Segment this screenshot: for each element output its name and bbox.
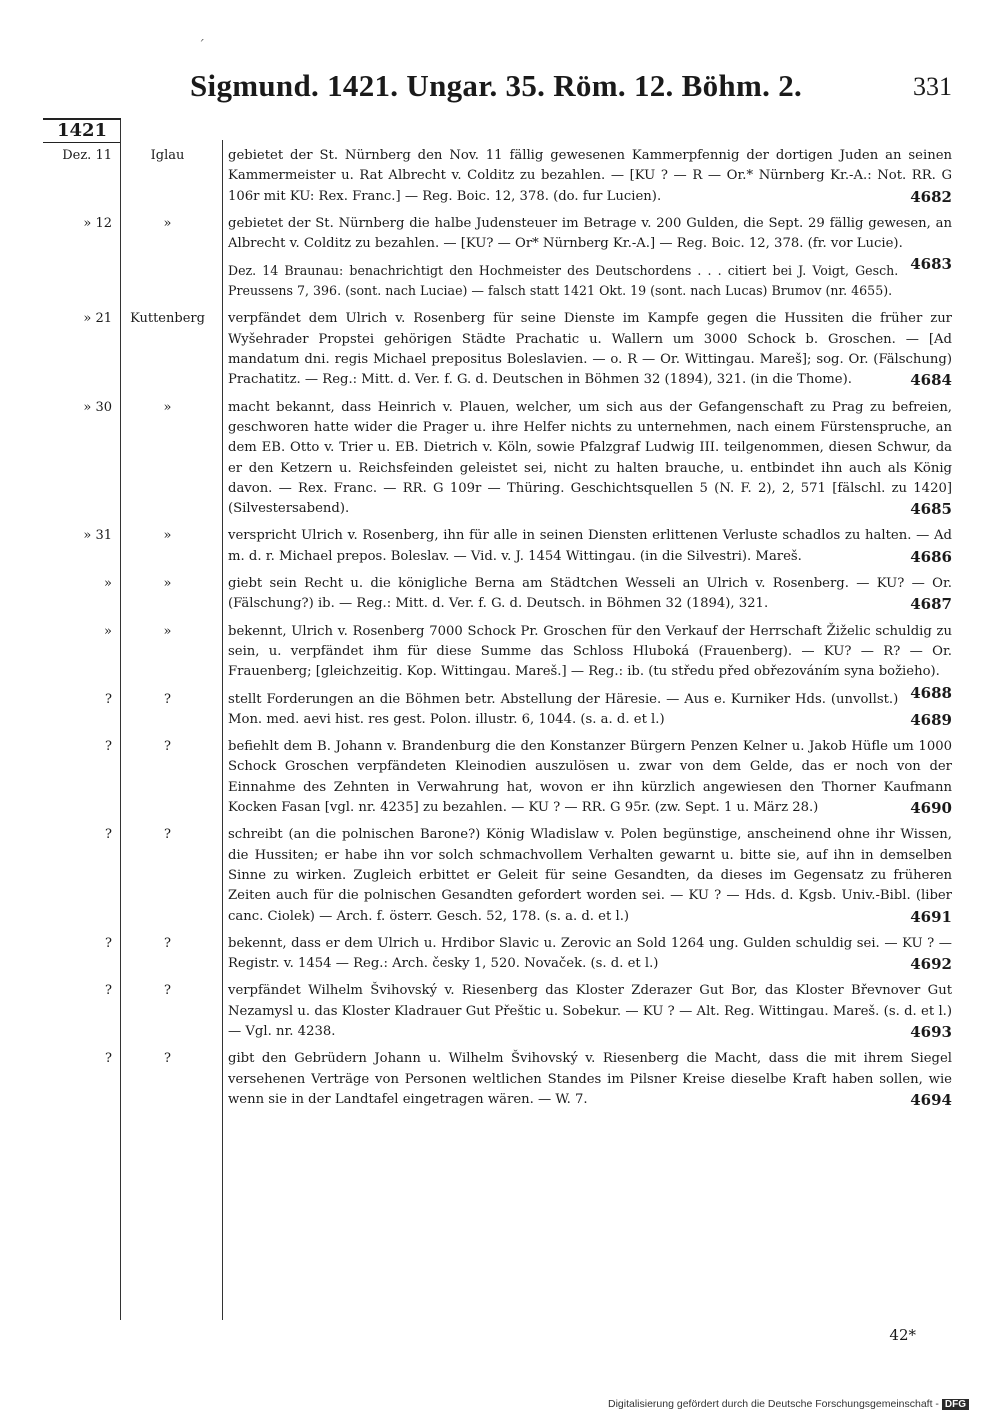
- entry-place: »: [163, 576, 172, 592]
- entry-place: ?: [164, 935, 171, 951]
- entry-date: » 12: [83, 215, 112, 231]
- entry-date: ?: [105, 935, 112, 951]
- entry-note: Dez. 14 Braunau: benachrichtigt den Hochmeister des Deutschordens . . . citiert bei J. Voigt, Gesch. Preussens 7, 396. (sont. nach Luciae) — falsch statt 1421 Okt. 19 (sont. nach Lucas) Brumov (nr. 4655).: [228, 263, 899, 299]
- entry-place: »: [163, 399, 172, 415]
- entry-text: verpfändet dem Ulrich v. Rosenberg für seine Dienste im Kampfe gegen die Hussiten die früher zur Wyšehrader Propstei gehörigen Städte Prachatic u. Wallern um 3000 Schock b. Groschen. — [Ad mandatum dni. regis Michael prepositus Boleslavien. — o. R — Or. Wittingau. Mareš]; sog. Or. (Fälschung) Prachatitz. — Reg.: Mitt. d. Ver. f. G. d. Deutschen in Böhmen 32 (1894), 321. (in die Thome).: [228, 311, 952, 388]
- entry-number: 4685: [910, 500, 952, 519]
- entry-number: 4689: [910, 710, 952, 729]
- register-entry: [0, 981, 1000, 1042]
- entry-text: verpfändet Wilhelm Švihovský v. Riesenberg das Kloster Zderazer Gut Bor, das Kloster Břevnover Gut Nezamysl u. das Kloster Kladrauer Gut Přeštic u. Sobekur. — KU ? — Alt. Reg. Wittingau. Mareš. (s. d. et l.) — Vgl. nr. 4238.: [228, 983, 952, 1039]
- register-entry: [0, 398, 1000, 520]
- entry-date: ?: [105, 691, 112, 707]
- entry-date: ?: [105, 739, 112, 755]
- entry-date: ?: [105, 983, 112, 999]
- entry-text-block: [228, 737, 952, 818]
- entry-date: »: [104, 623, 112, 639]
- page-number: 331: [913, 72, 952, 101]
- entry-text-block: [228, 146, 952, 207]
- entry-date: » 31: [83, 528, 112, 544]
- entry-text: bekennt, Ulrich v. Rosenberg 7000 Schock Pr. Groschen für den Verkauf der Herrschaft Žiželic schuldig zu sein, u. verpfändet ihm für diese Summe das Schloss Hluboká (Frauenberg). — KU? — R? — Or. Frauenberg; [gleichzeitig. Kop. Wittingau. Mareš.] — Reg.: ib. (tu středu před obřezováním syna božieho).: [228, 623, 952, 680]
- funding-footer: [608, 1398, 969, 1410]
- register-entry: [0, 737, 1000, 818]
- entry-date: » 21: [83, 311, 112, 327]
- entry-number: 4693: [910, 1022, 952, 1041]
- year-heading: 1421: [43, 118, 121, 143]
- entry-text: stellt Forderungen an die Böhmen betr. Abstellung der Häresie. — Aus e. Kurniker Hds. (unvollst.) Mon. med. aevi hist. res gest. Polon. illustr. 6, 1044. (s. a. d. et l.): [228, 691, 899, 727]
- entry-place: Iglau: [150, 148, 185, 163]
- entry-text-block: [228, 934, 952, 975]
- entry-text-block: [228, 1049, 952, 1110]
- register-entry: [0, 526, 1000, 567]
- stray-mark: ´: [198, 38, 205, 54]
- entry-date: »: [104, 576, 112, 592]
- entry-place: Kuttenberg: [130, 311, 205, 327]
- entry-text-block: [228, 981, 952, 1042]
- entry-text: gebietet der St. Nürnberg den Nov. 11 fällig gewesenen Kammerpfennig der dortigen Juden an seinen Kammermeister u. Rat Albrecht v. Colditz zu bezahlen. — [KU ? — R — Or.* Nürnberg Kr.-A.: Not. RR. G 106r mit KU: Rex. Franc.] — Reg. Boic. 12, 378. (do. fur Lucien).: [228, 148, 952, 204]
- entry-text-block: [228, 622, 952, 702]
- entry-place: »: [163, 528, 172, 544]
- entry-text: schreibt (an die polnischen Barone?) König Wladislaw v. Polen begünstige, anscheinend ohne ihr Wissen, die Hussiten; er habe ihn vor solch schmachvollem Verhalten gewarnt u. bitte sie, auf ihn in demselben Sinne zu wirken. Zugleich erbittet er Geleit für seine Gesandten, da dieses im Gegensatz zu früheren Zeiten auch für die polnischen Gesandten gefordert worden sei. — KU ? — Hds. d. Kgsb. Univ.-Bibl. (liber canc. Ciolek) — Arch. f. österr. Gesch. 52, 178. (s. a. d. et l.): [228, 827, 952, 924]
- entry-number: 4686: [910, 547, 952, 566]
- entry-number: 4687: [910, 595, 952, 614]
- entry-text: giebt sein Recht u. die königliche Berna am Städtchen Wesseli an Ulrich v. Rosenberg. — KU? — Or. (Fälschung?) ib. — Reg.: Mitt. d. Ver. f. G. d. Deutsch. in Böhmen 32 (1894), 321.: [228, 576, 952, 612]
- entry-text-block: [228, 690, 952, 731]
- register-entry: [0, 574, 1000, 615]
- register-entry: [0, 622, 1000, 702]
- entry-number: 4690: [910, 799, 952, 818]
- entry-text: verspricht Ulrich v. Rosenberg, ihn für alle in seinen Diensten erlittenen Verluste schadlos zu halten. — Ad m. d. r. Michael prepos. Boleslav. — Vid. v. J. 1454 Wittingau. (in die Silvestri). Mareš.: [228, 528, 952, 564]
- entry-text-block: [228, 398, 952, 520]
- entry-date: ?: [105, 827, 112, 843]
- entry-number: 4684: [910, 371, 952, 390]
- entry-text-block: [228, 574, 952, 615]
- entry-text-block: [228, 825, 952, 926]
- entry-number: 4683: [910, 255, 952, 274]
- register-entry: [0, 214, 1000, 274]
- entry-text-block: [228, 309, 952, 390]
- dfg-logo: DFG: [942, 1399, 969, 1410]
- entry-number: 4682: [910, 187, 952, 206]
- funding-text: Digitalisierung gefördert durch die Deutsche Forschungsgemeinschaft -: [608, 1398, 939, 1410]
- register-entry: [0, 1049, 1000, 1110]
- register-entry: [0, 309, 1000, 390]
- register-entries: [0, 146, 1000, 1117]
- entry-date: ?: [105, 1051, 112, 1067]
- register-entry: [0, 825, 1000, 926]
- entry-date: » 30: [83, 399, 112, 415]
- entry-place: »: [163, 215, 172, 231]
- register-entry: [0, 146, 1000, 207]
- entry-number: 4691: [910, 907, 952, 926]
- entry-place: ?: [164, 1051, 171, 1067]
- entry-text: bekennt, dass er dem Ulrich u. Hrdibor Slavic u. Zerovic an Sold 1264 ung. Gulden schuldig sei. — KU ? — Registr. v. 1454 — Reg.: Arch. česky 1, 520. Novaček. (s. d. et l.): [228, 935, 952, 972]
- entry-place: ?: [164, 827, 171, 843]
- entry-text-block: [228, 214, 952, 274]
- register-entry: [0, 934, 1000, 975]
- signature-mark: 42*: [889, 1326, 916, 1344]
- entry-number: 4688: [910, 683, 952, 702]
- entry-place: ?: [164, 739, 171, 755]
- entry-text: gibt den Gebrüdern Johann u. Wilhelm Švihovský v. Riesenberg die Macht, dass die mit ihrem Siegel versehenen Verträge von Personen weltlichen Standes im Pilsner Kreise dieselbe Kraft haben sollen, wie wenn sie in der Landtafel eingetragen wären. — W. 7.: [228, 1051, 952, 1107]
- page-title: Sigmund. 1421. Ungar. 35. Röm. 12. Böhm. 2.: [190, 68, 803, 103]
- entry-text: befiehlt dem B. Johann v. Brandenburg die den Konstanzer Bürgern Penzen Kelner u. Jakob Hüfle um 1000 Schock Groschen verpfändeten Kleinodien auszulösen u. zwar von dem Gelde, das er noch von der Einnahme des Zehnten in Verwahrung hat, wovon er ihn kürzlich angewiesen den Thorner Kaufmann Kocken Fasan [vgl. nr. 4235] zu bezahlen. — KU ? — RR. G 95r. (zw. Sept. 1 u. März 28.): [228, 739, 952, 816]
- entry-place: ?: [164, 983, 171, 999]
- entry-number: 4692: [910, 955, 952, 974]
- entry-date: Dez. 11: [62, 148, 112, 163]
- register-entry: [0, 690, 1000, 731]
- entry-text: macht bekannt, dass Heinrich v. Plauen, welcher, um sich aus der Gefangenschaft zu Prag zu befreien, geschworen hatte wider die Prager u. ihre Helfer nichts zu unternehmen, nach einem Fürstenspruche, an dem EB. Otto v. Trier u. EB. Dietrich v. Köln, sowie Pfalzgraf Ludwig III. teilgenommen, diesen Schwur, da er den Ketzern u. Reichsfeinden geleistet sei, nicht zu halten brauche, u. entbindet ihn auch als König davon. — Rex. Franc. — RR. G 109r — Thüring. Geschichtsquellen 5 (N. F. 2), 2, 571 [fälschl. zu 1420] (Silvestersabend).: [228, 399, 952, 517]
- entry-place: »: [163, 623, 172, 639]
- entry-text-block: [228, 526, 952, 567]
- entry-number: 4694: [910, 1090, 952, 1109]
- entry-text: gebietet der St. Nürnberg die halbe Judensteuer im Betrage v. 200 Gulden, die Sept. 29 fällig gewesen, an Albrecht v. Colditz zu bezahlen. — [KU? — Or* Nürnberg Kr.-A.] — Reg. Boic. 12, 378. (fr. vor Lucie).: [228, 215, 952, 252]
- entry-place: ?: [164, 691, 171, 707]
